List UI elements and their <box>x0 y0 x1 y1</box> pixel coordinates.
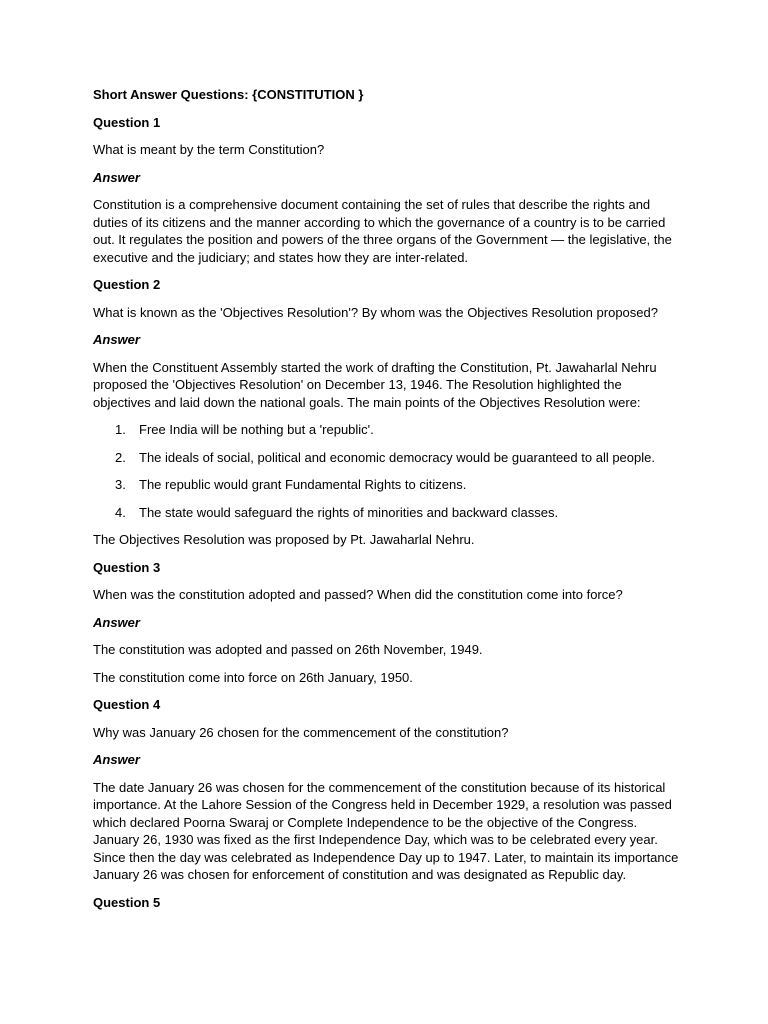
list-item-text: The ideals of social, political and economic democracy would be guaranteed to all people. <box>139 449 655 465</box>
answer-2-label: Answer <box>93 332 140 347</box>
question-5-heading: Question 5 <box>93 894 161 910</box>
document-title: Short Answer Questions: {CONSTITUTION } <box>93 87 364 102</box>
list-item-number: 4. <box>115 504 126 520</box>
objectives-list <box>93 421 683 521</box>
list-item <box>93 449 683 467</box>
list-item <box>93 504 683 522</box>
question-4-text: Why was January 26 chosen for the commencement of the constitution? <box>93 724 509 740</box>
answer-3-label: Answer <box>93 614 140 630</box>
answer-4-label: Answer <box>93 752 140 767</box>
answer-3-line-1: The constitution was adopted and passed on 26th November, 1949. <box>93 642 483 657</box>
question-1-text: What is meant by the term Constitution? <box>93 142 325 157</box>
list-item-number: 2. <box>115 449 126 465</box>
question-2-heading: Question 2 <box>93 277 161 292</box>
answer-2-intro: When the Constituent Assembly started the work of drafting the Constitution, Pt. Jawaharlal Nehru proposed the 'Objectives Resolution' on December 13, 1946. The Resolution highlighted the objectives and laid down the national goals. The main points of the Objectives Resolution were: <box>93 359 657 410</box>
answer-2-outro: The Objectives Resolution was proposed by Pt. Jawaharlal Nehru. <box>93 532 475 547</box>
answer-3-line-2: The constitution come into force on 26th January, 1950. <box>93 669 413 685</box>
list-item <box>93 421 683 439</box>
answer-1-text: Constitution is a comprehensive document containing the set of rules that describe the rights and duties of its citizens and the manner according to which the governance of a country is to be carried out. It regulates the position and powers of the three organs of the Government — the legislative, the executive and the judiciary; and states how they are inter-related. <box>93 197 672 265</box>
question-2-text: What is known as the 'Objectives Resolution'? By whom was the Objectives Resolution proposed? <box>93 304 658 320</box>
question-1-heading: Question 1 <box>93 114 161 130</box>
list-item-text: Free India will be nothing but a 'republic'. <box>139 422 374 437</box>
document-page <box>93 86 683 911</box>
list-item-text: The state would safeguard the rights of minorities and backward classes. <box>139 504 559 520</box>
list-item-number: 3. <box>115 477 126 492</box>
answer-4-text: The date January 26 was chosen for the commencement of the constitution because of its historical importance. At the Lahore Session of the Congress held in December 1929, a resolution was passed which declared Poorna Swaraj or Complete Independence to be the objective of the Congress. January 26, 1930 was fixed as the first Independence Day, which was to be celebrated every year. Since then the day was celebrated as Independence Day up to 1947. Later, to maintain its importance January 26 was chosen for enforcement of constitution and was designated as Republic day. <box>93 779 679 882</box>
list-item-number: 1. <box>115 422 126 437</box>
question-3-heading: Question 3 <box>93 559 161 575</box>
question-3-text: When was the constitution adopted and passed? When did the constitution come into force? <box>93 587 623 602</box>
answer-1-label: Answer <box>93 169 140 185</box>
question-4-heading: Question 4 <box>93 697 161 712</box>
list-item-text: The republic would grant Fundamental Rights to citizens. <box>139 477 467 492</box>
list-item <box>93 476 683 494</box>
